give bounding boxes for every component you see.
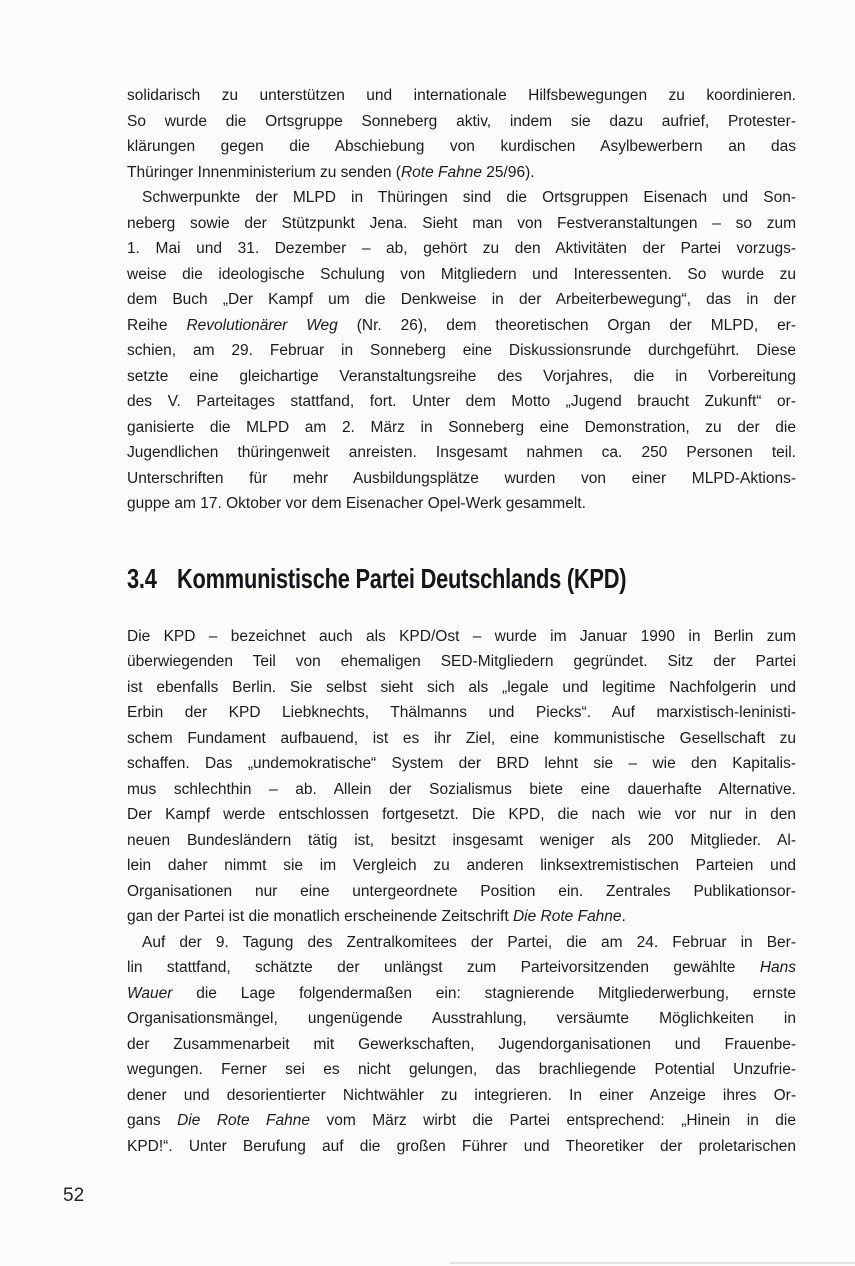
text-line bbox=[127, 700, 796, 726]
text-run: 1. Mai und 31. Dezember – ab, gehört zu den Aktivitäten der Partei vorzugs- bbox=[127, 240, 796, 257]
text-run: des V. Parteitages stattfand, fort. Unter dem Motto „Jugend braucht Zukunft“ or- bbox=[127, 393, 796, 410]
text-line bbox=[127, 1134, 796, 1160]
text-run: Unterschriften für mehr Ausbildungsplätze wurden von einer MLPD-Aktions- bbox=[127, 469, 796, 487]
italic-run: Revolutionärer Weg bbox=[186, 316, 338, 334]
text-run: neberg sowie der Stützpunkt Jena. Sieht man von Festveranstaltungen – so zum bbox=[127, 214, 796, 232]
text-run: Organisationen nur eine untergeordnete Position ein. Zentrales Publikationsor- bbox=[127, 882, 796, 900]
text-run: klärungen gegen die Abschiebung von kurdischen Asylbewerbern an das bbox=[127, 138, 796, 155]
text-run: Erbin der KPD Liebknechts, Thälmanns und Piecks“. Auf marxistisch-leninisti- bbox=[127, 704, 796, 721]
text-run: Die KPD – bezeichnet auch als KPD/Ost – wurde im Januar 1990 in Berlin zum bbox=[127, 627, 796, 645]
text-line bbox=[127, 930, 796, 956]
text-run: vom März wirbt die Partei entsprechend: „Hinein in die bbox=[310, 1112, 796, 1129]
text-line bbox=[127, 185, 796, 211]
text-run: mus schlechthin – ab. Allein der Sozialismus biete eine dauerhafte Alternative. bbox=[127, 780, 796, 798]
text-run: der Zusammenarbeit mit Gewerkschaften, Jugendorganisationen und Frauenbe- bbox=[127, 1035, 796, 1053]
text-run: weise die ideologische Schulung von Mitgliedern und Interessenten. So wurde zu bbox=[127, 265, 796, 283]
text-line bbox=[127, 160, 796, 186]
text-line bbox=[127, 675, 796, 701]
text-line bbox=[127, 262, 796, 288]
italic-run: Rote Fahne bbox=[400, 163, 482, 181]
text-line bbox=[127, 134, 796, 160]
paragraph bbox=[127, 930, 796, 1160]
text-run: gan der Partei ist die monatlich erscheinende Zeitschrift bbox=[127, 908, 513, 925]
text-line bbox=[127, 726, 796, 752]
text-line bbox=[127, 1006, 796, 1032]
text-line bbox=[127, 211, 796, 237]
text-line bbox=[127, 802, 796, 828]
text-run: So wurde die Ortsgruppe Sonneberg aktiv, indem sie dazu aufrief, Protester- bbox=[127, 112, 796, 130]
text-run: solidarisch zu unterstützen und internationale Hilfsbewegungen zu koordinieren. bbox=[127, 87, 796, 104]
text-run: überwiegenden Teil von ehemaligen SED-Mitgliedern gegründet. Sitz der Partei bbox=[127, 653, 796, 670]
text-run: guppe am 17. Oktober vor dem Eisenacher Opel-Werk gesammelt. bbox=[127, 495, 586, 512]
text-line bbox=[127, 109, 796, 135]
text-run: dener und desorientierter Nichtwähler zu integrieren. In einer Anzeige ihres Or- bbox=[127, 1086, 796, 1104]
text-run: Auf der 9. Tagung des Zentralkomitees der Partei, die am 24. Februar in Ber- bbox=[142, 933, 796, 951]
paragraph bbox=[127, 624, 796, 930]
text-run: KPD!“. Unter Berufung auf die großen Führer und Theoretiker der proletarischen bbox=[127, 1137, 796, 1155]
section-title: Kommunistische Partei Deutschlands (KPD) bbox=[176, 562, 627, 594]
text-run: 25/96). bbox=[481, 163, 535, 181]
text-line bbox=[127, 853, 796, 879]
page-number: 52 bbox=[63, 1185, 85, 1206]
text-after-heading bbox=[127, 624, 796, 1160]
text-line bbox=[127, 415, 796, 441]
text-line bbox=[127, 466, 796, 492]
scan-edge-shadow bbox=[450, 1262, 855, 1264]
text-line bbox=[127, 313, 796, 339]
text-line bbox=[127, 83, 796, 109]
text-run: wegungen. Ferner sei es nicht gelungen, das brachliegende Potential Unzufrie- bbox=[127, 1061, 796, 1078]
text-run: Jugendlichen thüringenweit anreisten. Insgesamt nahmen ca. 250 Personen teil. bbox=[127, 444, 796, 461]
text-line bbox=[127, 649, 796, 675]
italic-run: Die Rote Fahne bbox=[177, 1112, 310, 1129]
text-run: setzte eine gleichartige Veranstaltungsreihe des Vorjahres, die in Vorbereitung bbox=[127, 367, 796, 385]
text-run: Thüringer Innenministerium zu senden ( bbox=[127, 163, 401, 181]
page-body bbox=[127, 83, 796, 1159]
italic-run: Wauer bbox=[127, 984, 173, 1002]
text-line bbox=[127, 389, 796, 415]
text-run: schem Fundament aufbauend, ist es ihr Ziel, eine kommunistische Gesellschaft zu bbox=[127, 729, 796, 747]
text-run: gans bbox=[127, 1112, 178, 1129]
text-line bbox=[127, 777, 796, 803]
text-run: neuen Bundesländern tätig ist, besitzt insgesamt weniger als 200 Mitglieder. Al- bbox=[127, 831, 796, 849]
text-line bbox=[127, 904, 796, 930]
text-line bbox=[127, 1108, 796, 1134]
text-line bbox=[127, 338, 796, 364]
text-run: lein daher nimmt sie im Vergleich zu anderen linksextremistischen Parteien und bbox=[127, 857, 796, 874]
text-run: dem Buch „Der Kampf um die Denkweise in der Arbeiterbewegung“, das in der bbox=[127, 291, 796, 308]
text-run: lin stattfand, schätzte der unlängst zum Parteivorsitzenden gewählte bbox=[127, 959, 760, 976]
text-run: Reihe bbox=[127, 316, 187, 334]
text-line bbox=[127, 955, 796, 981]
text-before-heading bbox=[127, 83, 796, 517]
text-run: die Lage folgendermaßen ein: stagnierende Mitgliederwerbung, ernste bbox=[172, 984, 796, 1002]
text-run: ist ebenfalls Berlin. Sie selbst sieht sich als „legale und legitime Nachfolgerin und bbox=[127, 678, 796, 696]
text-run: Organisationsmängel, ungenügende Ausstrahlung, versäumte Möglichkeiten in bbox=[127, 1010, 796, 1027]
text-line bbox=[127, 491, 796, 517]
text-run: Schwerpunkte der MLPD in Thüringen sind die Ortsgruppen Eisenach und Son- bbox=[142, 189, 796, 206]
paragraph bbox=[127, 185, 796, 517]
text-line bbox=[127, 1032, 796, 1058]
text-line bbox=[127, 1083, 796, 1109]
text-run: schaffen. Das „undemokratische“ System der BRD lehnt sie – wie den Kapitalis- bbox=[127, 755, 796, 772]
text-run: Der Kampf werde entschlossen fortgesetzt. Die KPD, die nach wie vor nur in den bbox=[127, 806, 796, 823]
section-heading bbox=[127, 562, 649, 596]
paragraph bbox=[127, 83, 796, 185]
text-line bbox=[127, 287, 796, 313]
text-run: schien, am 29. Februar in Sonneberg eine Diskussionsrunde durchgeführt. Diese bbox=[127, 342, 796, 359]
text-line bbox=[127, 236, 796, 262]
italic-run: Hans bbox=[759, 959, 796, 976]
text-line bbox=[127, 1057, 796, 1083]
text-line bbox=[127, 828, 796, 854]
italic-run: Die Rote Fahne bbox=[512, 908, 622, 925]
text-run: ganisierte die MLPD am 2. März in Sonneberg eine Demonstration, zu der die bbox=[127, 418, 796, 436]
text-line bbox=[127, 440, 796, 466]
text-line bbox=[127, 879, 796, 905]
section-number: 3.4 bbox=[127, 562, 157, 594]
text-run: . bbox=[621, 908, 626, 925]
text-line bbox=[127, 624, 796, 650]
text-line bbox=[127, 364, 796, 390]
text-run: (Nr. 26), dem theoretischen Organ der MLPD, er- bbox=[337, 316, 797, 334]
text-line bbox=[127, 981, 796, 1007]
text-line bbox=[127, 751, 796, 777]
